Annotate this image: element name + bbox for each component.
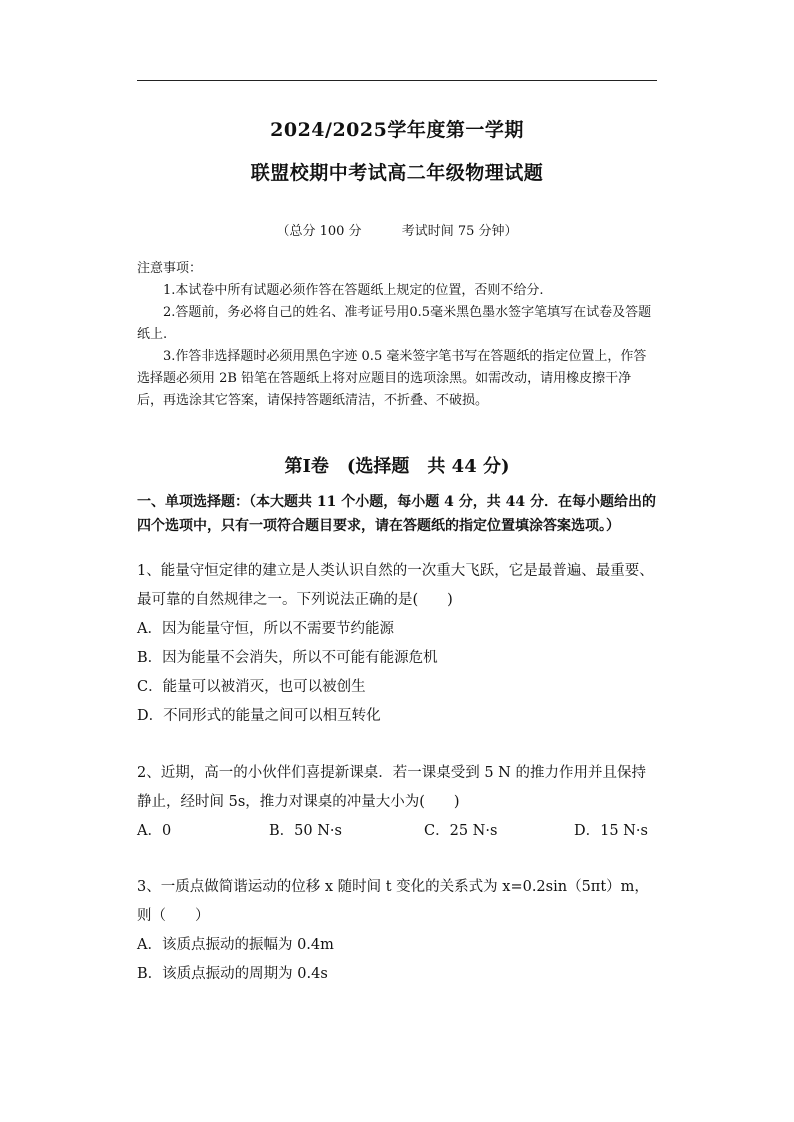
exam-title-year: 2024/2025学年度第一学期 (270, 119, 524, 141)
option-d: D．15 N·s (574, 823, 648, 839)
header-rule (137, 80, 657, 81)
notes-block (137, 258, 657, 412)
options-row (137, 817, 659, 846)
question-1 (137, 557, 659, 731)
note-item: 3.作答非选择题时必须用黑色字迹 0.5 毫米签字笔书写在答题纸的指定位置上，作答选择题必须用 2B 铅笔在答题纸上将对应题目的选项涂黑。如需改动，请用橡皮擦干净后，再选涂其它答案，请保持答题纸清洁，不折叠、不破损。 (137, 349, 647, 408)
exam-time: 考试时间 75 分钟） (401, 224, 518, 239)
notes-heading: 注意事项： (137, 261, 203, 276)
option-a: A．0 (137, 823, 172, 839)
question-stem: 2、近期，高一的小伙伴们喜提新课桌．若一课桌受到 5 N 的推力作用并且保持静止，经时间 5s，推力对课桌的冲量大小为( ) (137, 765, 646, 810)
option-b: B．50 N·s (269, 823, 342, 839)
note-item: 2.答题前，务必将自己的姓名、准考证号用0.5毫米黑色墨水签字笔填写在试卷及答题纸上. (137, 305, 652, 342)
question-stem: 3、一质点做简谐运动的位移 x 随时间 t 变化的关系式为 x=0.2sin（5πt）m，则（ ） (137, 879, 649, 924)
exam-meta (0, 220, 794, 239)
question-3 (137, 873, 659, 989)
option-a: A．因为能量守恒，所以不需要节约能源 (137, 621, 394, 637)
question-2 (137, 759, 659, 846)
section-title: 第Ⅰ卷 (选择题 共 44 分) (284, 456, 510, 477)
total-score: （总分 100 分 (276, 224, 362, 239)
exam-title-subject: 联盟校期中考试高二年级物理试题 (250, 162, 544, 184)
section-instruction: 一、单项选择题：（本大题共 11 个小题，每小题 4 分，共 44 分．在每小题给出的四个选项中，只有一项符合题目要求，请在答题纸的指定位置填涂答案选项。） (137, 494, 656, 534)
note-item: 1.本试卷中所有试题必须作答在答题纸上规定的位置，否则不给分. (163, 283, 544, 298)
option-d: D．不同形式的能量之间可以相互转化 (137, 708, 381, 724)
option-a: A．该质点振动的振幅为 0.4m (137, 937, 334, 953)
option-c: C．25 N·s (424, 823, 498, 839)
option-b: B．该质点振动的周期为 0.4s (137, 966, 328, 982)
option-b: B．因为能量不会消失，所以不可能有能源危机 (137, 650, 438, 666)
question-stem: 1、能量守恒定律的建立是人类认识自然的一次重大飞跃，它是最普遍、最重要、最可靠的自然规律之一。下列说法正确的是( ) (137, 563, 654, 608)
option-c: C．能量可以被消灭，也可以被创生 (137, 679, 366, 695)
